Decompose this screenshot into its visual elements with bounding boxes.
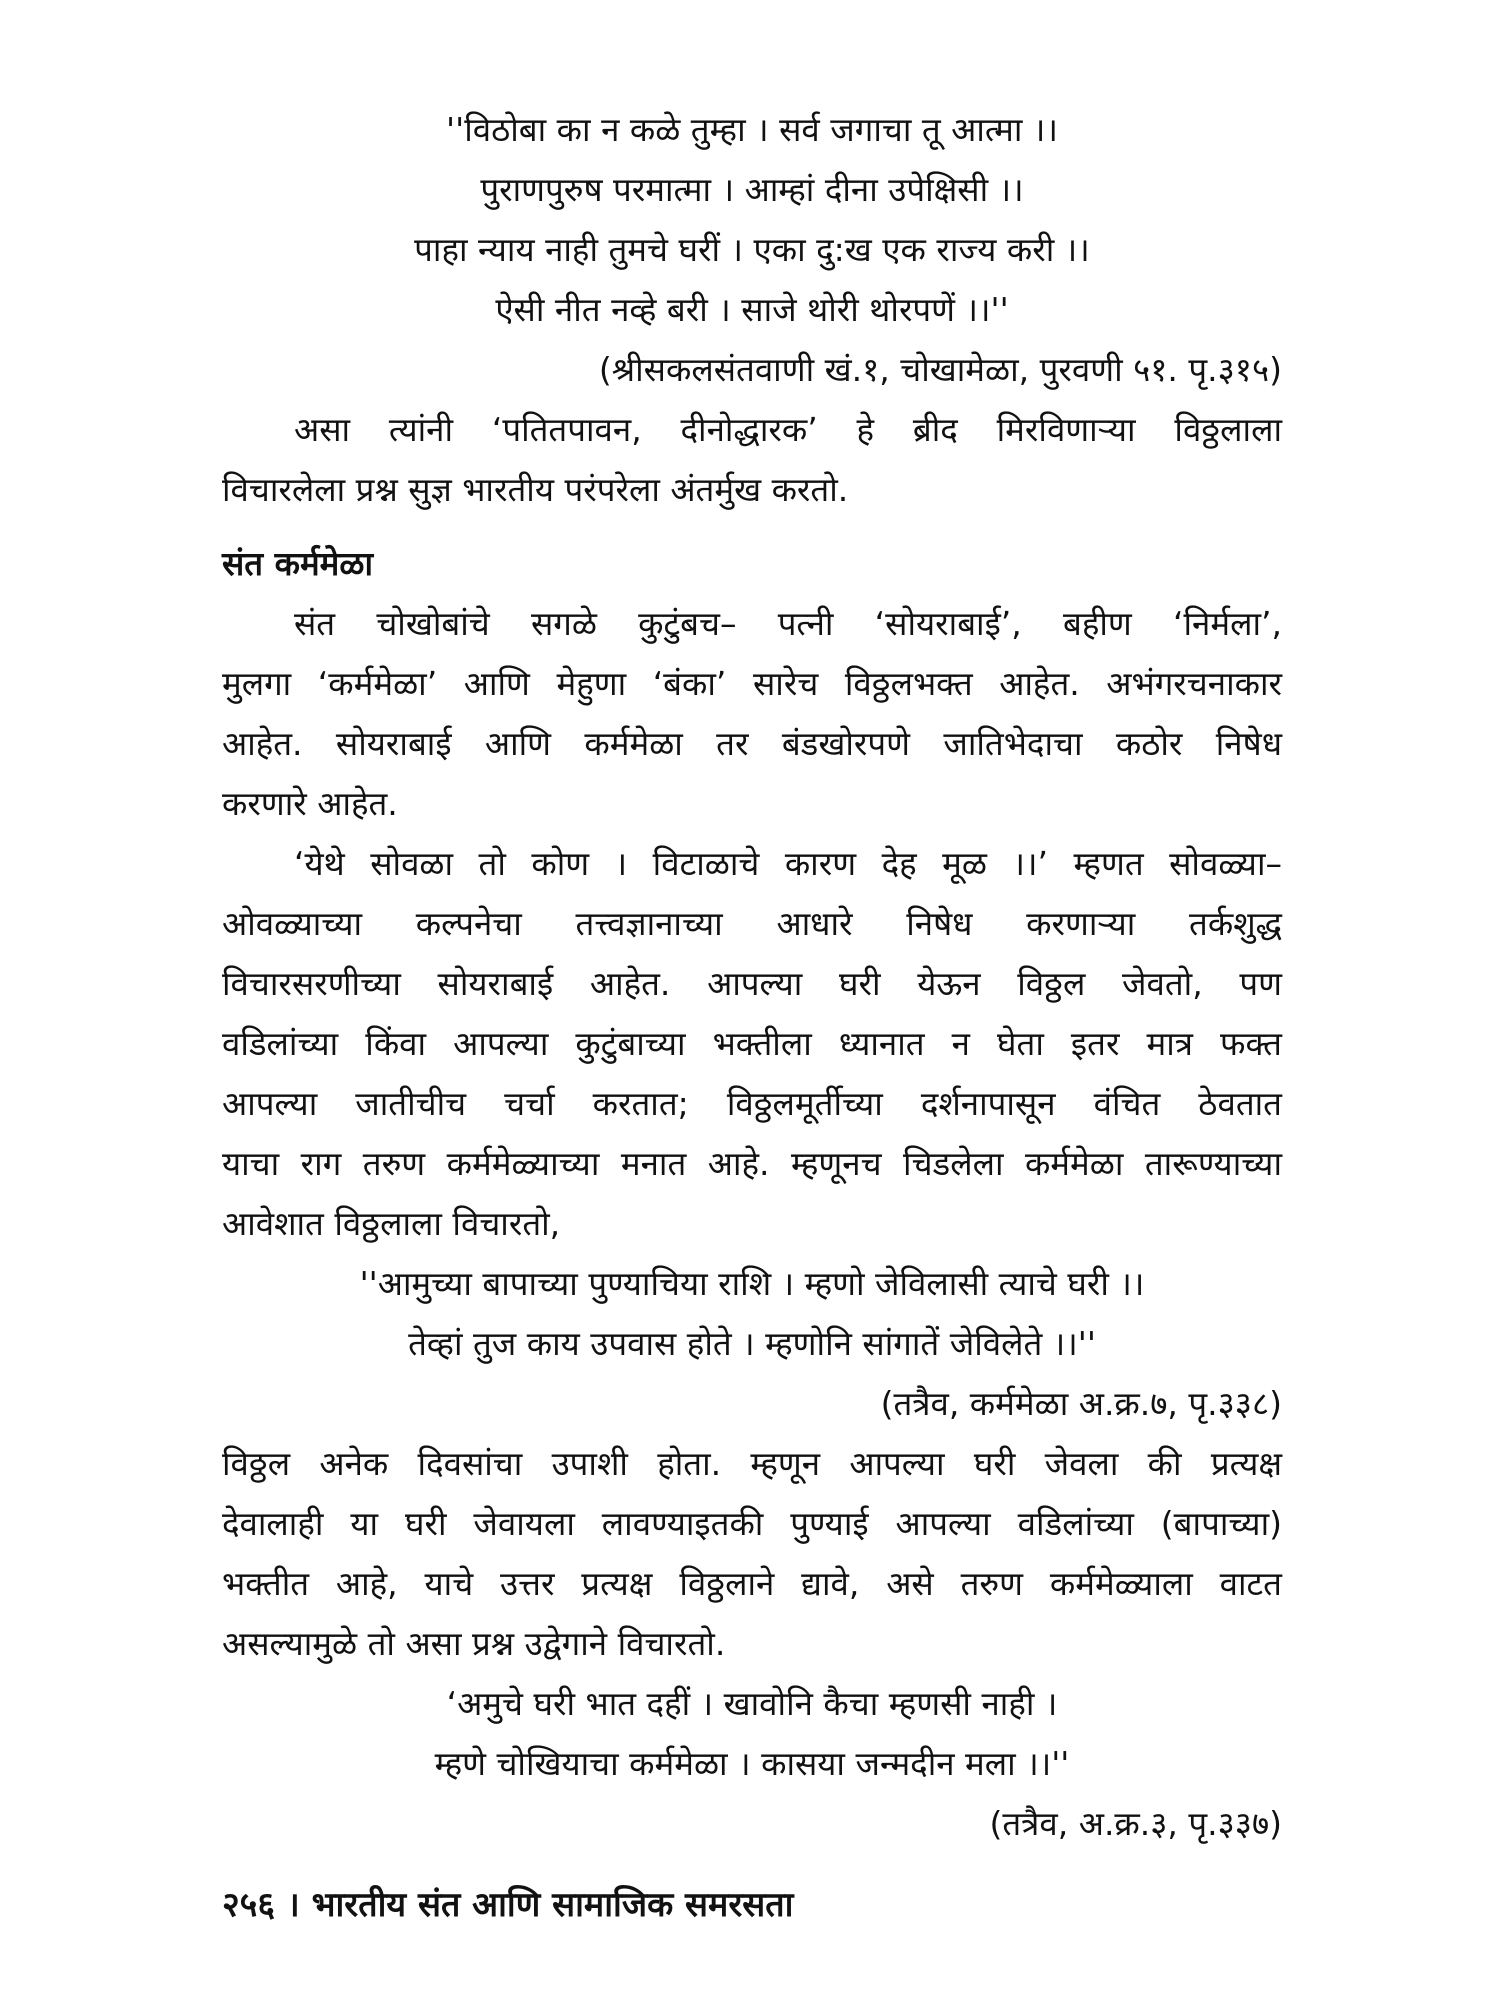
verse-3 [222, 1674, 1282, 1794]
paragraph-line: आहेत. सोयराबाई आणि कर्ममेळा तर बंडखोरपणे जातिभेदाचा कठोर निषेध [222, 724, 1282, 763]
paragraph-2 [222, 594, 1282, 834]
verse-line: ''आमुच्या बापाच्या पुण्याचिया राशि । म्हणो जेविलासी त्याचे घरी ।। [359, 1264, 1145, 1303]
paragraph-line: असल्यामुळे तो असा प्रश्न उद्वेगाने विचारतो. [222, 1624, 726, 1663]
paragraph-line: ‘येथे सोवळा तो कोण । विटाळाचे कारण देह मूळ ।।’ म्हणत सोवळ्या– [294, 844, 1282, 883]
verse-2 [222, 1254, 1282, 1374]
paragraph-line: देवालाही या घरी जेवायला लावण्याइतकी पुण्याई आपल्या वडिलांच्या (बापाच्या) [222, 1504, 1282, 1543]
verse-line: तेव्हां तुज काय उपवास होते । म्हणोनि सांगातें जेविलेते ।।'' [408, 1324, 1096, 1363]
verse-1 [222, 100, 1282, 340]
paragraph-4 [222, 1434, 1282, 1674]
verse-line: पुराणपुरुष परमात्मा । आम्हां दीना उपेक्षिसी ।। [480, 170, 1024, 209]
citation-1: (श्रीसकलसंतवाणी खं.१, चोखामेळा, पुरवणी ५१. पृ.३१५) [598, 350, 1282, 389]
paragraph-line: भक्तीत आहे, याचे उत्तर प्रत्यक्ष विठ्ठलाने द्यावे, असे तरुण कर्ममेळ्याला वाटत [222, 1564, 1282, 1603]
paragraph-line: विठ्ठल अनेक दिवसांचा उपाशी होता. म्हणून आपल्या घरी जेवला की प्रत्यक्ष [222, 1444, 1282, 1483]
paragraph-line: विचारलेला प्रश्न सुज्ञ भारतीय परंपरेला अंतर्मुख करतो. [222, 470, 849, 509]
paragraph-line: ओवळ्याच्या कल्पनेचा तत्त्वज्ञानाच्या आधारे निषेध करणाऱ्या तर्कशुद्ध [222, 904, 1282, 943]
paragraph-line: करणारे आहेत. [222, 784, 398, 823]
paragraph-line: आपल्या जातीचीच चर्चा करतात; विठ्ठलमूर्तीच्या दर्शनापासून वंचित ठेवतात [222, 1084, 1282, 1123]
citation-2: (तत्रैव, कर्ममेळा अ.क्र.७, पृ.३३८) [880, 1384, 1282, 1423]
paragraph-line: याचा राग तरुण कर्ममेळ्याच्या मनात आहे. म्हणूनच चिडलेला कर्ममेळा तारूण्याच्या [222, 1144, 1282, 1183]
verse-line: ‘अमुचे घरी भात दहीं । खावोनि कैचा म्हणसी नाही । [446, 1684, 1058, 1723]
paragraph-line: संत चोखोबांचे सगळे कुटुंबच– पत्नी ‘सोयराबाई’, बहीण ‘निर्मला’, [294, 604, 1282, 643]
page-body [222, 100, 1282, 1854]
paragraph-line: आवेशात विठ्ठलाला विचारतो, [222, 1204, 561, 1243]
verse-line: ऐसी नीत नव्हे बरी । साजे थोरी थोरपणें ।।'' [495, 290, 1009, 329]
verse-line: म्हणे चोखियाचा कर्ममेळा । कासया जन्मदीन मला ।।'' [434, 1744, 1070, 1783]
paragraph-line: मुलगा ‘कर्ममेळा’ आणि मेहुणा ‘बंका’ सारेच विठ्ठलभक्त आहेत. अभंगरचनाकार [222, 664, 1282, 703]
verse-line: ''विठोबा का न कळे तुम्हा । सर्व जगाचा तू आत्मा ।। [446, 110, 1058, 149]
section-heading: संत कर्ममेळा [222, 544, 374, 583]
verse-line: पाहा न्याय नाही तुमचे घरीं । एका दु:ख एक राज्य करी ।। [414, 230, 1090, 269]
citation-3: (तत्रैव, अ.क्र.३, पृ.३३७) [989, 1804, 1282, 1843]
paragraph-line: वडिलांच्या किंवा आपल्या कुटुंबाच्या भक्तीला ध्यानात न घेता इतर मात्र फक्त [222, 1024, 1282, 1063]
page-footer: २५६ । भारतीय संत आणि सामाजिक समरसता [222, 1885, 794, 1925]
paragraph-3 [222, 834, 1282, 1254]
paragraph-1 [222, 400, 1282, 520]
paragraph-line: असा त्यांनी ‘पतितपावन, दीनोद्धारक’ हे ब्रीद मिरविणाऱ्या विठ्ठलाला [294, 410, 1282, 449]
paragraph-line: विचारसरणीच्या सोयराबाई आहेत. आपल्या घरी येऊन विठ्ठल जेवतो, पण [222, 964, 1282, 1003]
